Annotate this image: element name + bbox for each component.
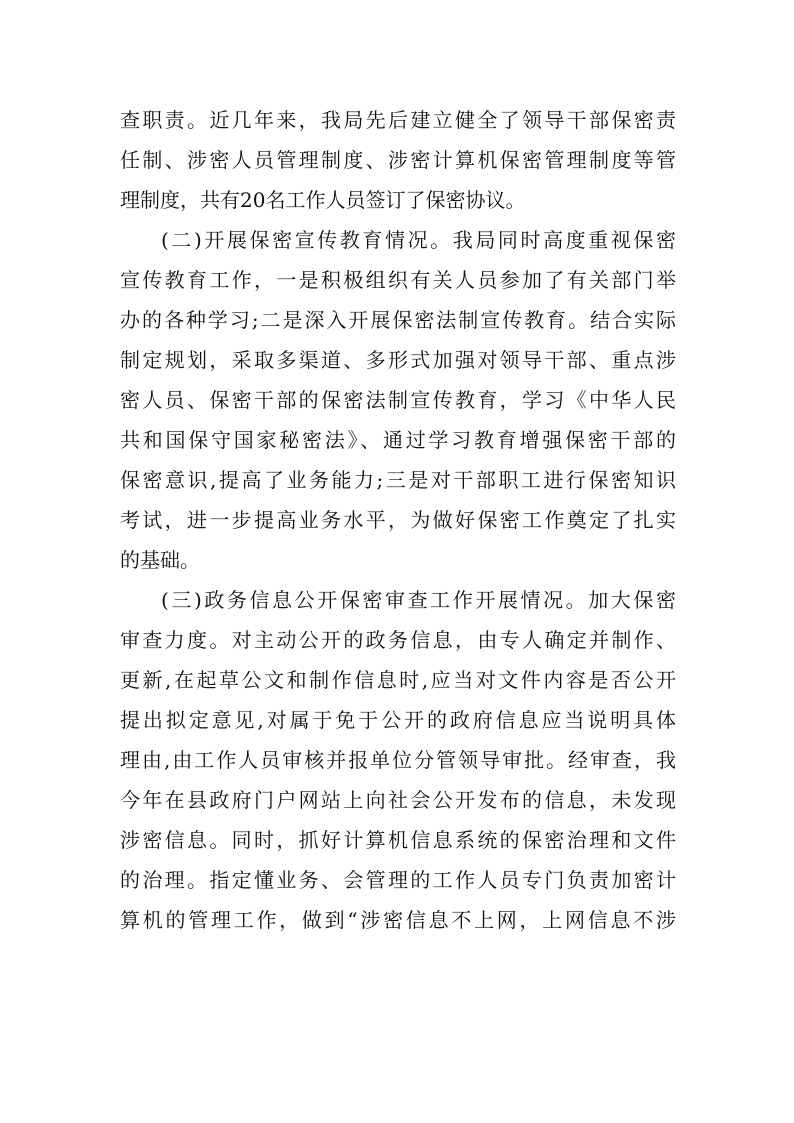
- text-line: 任制、涉密人员管理制度、涉密计算机保密管理制度等管: [120, 148, 676, 172]
- text-line: 办的各种学习;二是深入开展保密法制宣传教育。结合实际: [120, 308, 676, 332]
- document-body: [120, 100, 676, 940]
- text-line: 的基础。: [120, 548, 200, 572]
- text-line: 涉密信息。同时，抓好计算机信息系统的保密治理和文件: [120, 828, 676, 852]
- text-line: 制定规划，采取多渠道、多形式加强对领导干部、重点涉: [120, 348, 676, 372]
- text-line: 理制度，共有20名工作人员签订了保密协议。: [120, 188, 526, 212]
- text-line: 审查力度。对主动公开的政务信息，由专人确定并制作、: [120, 628, 676, 652]
- section-heading-line: (三)政务信息公开保密审查工作开展情况。加大保密: [161, 588, 676, 612]
- text-line: 密人员、保密干部的保密法制宣传教育，学习《中华人民: [120, 388, 676, 412]
- text-line: 保密意识,提高了业务能力;三是对干部职工进行保密知识: [120, 468, 676, 492]
- text-line: 宣传教育工作，一是积极组织有关人员参加了有关部门举: [120, 268, 676, 292]
- text-line: 更新,在起草公文和制作信息时,应当对文件内容是否公开: [120, 668, 676, 692]
- text-line: 查职责。近几年来，我局先后建立健全了领导干部保密责: [120, 108, 676, 132]
- text-line: 共和国保守国家秘密法》、通过学习教育增强保密干部的: [120, 428, 676, 452]
- text-line: 考试，进一步提高业务水平，为做好保密工作奠定了扎实: [120, 508, 676, 532]
- text-line: 的治理。指定懂业务、会管理的工作人员专门负责加密计: [120, 868, 676, 892]
- text-line: 理由,由工作人员审核并报单位分管领导审批。经审查，我: [120, 748, 676, 772]
- text-line: 提出拟定意见,对属于免于公开的政府信息应当说明具体: [120, 708, 676, 732]
- section-heading-line: (二)开展保密宣传教育情况。我局同时高度重视保密: [161, 228, 676, 252]
- text-line: 算机的管理工作，做到“涉密信息不上网，上网信息不涉: [120, 908, 676, 932]
- text-line: 今年在县政府门户网站上向社会公开发布的信息，未发现: [120, 788, 676, 812]
